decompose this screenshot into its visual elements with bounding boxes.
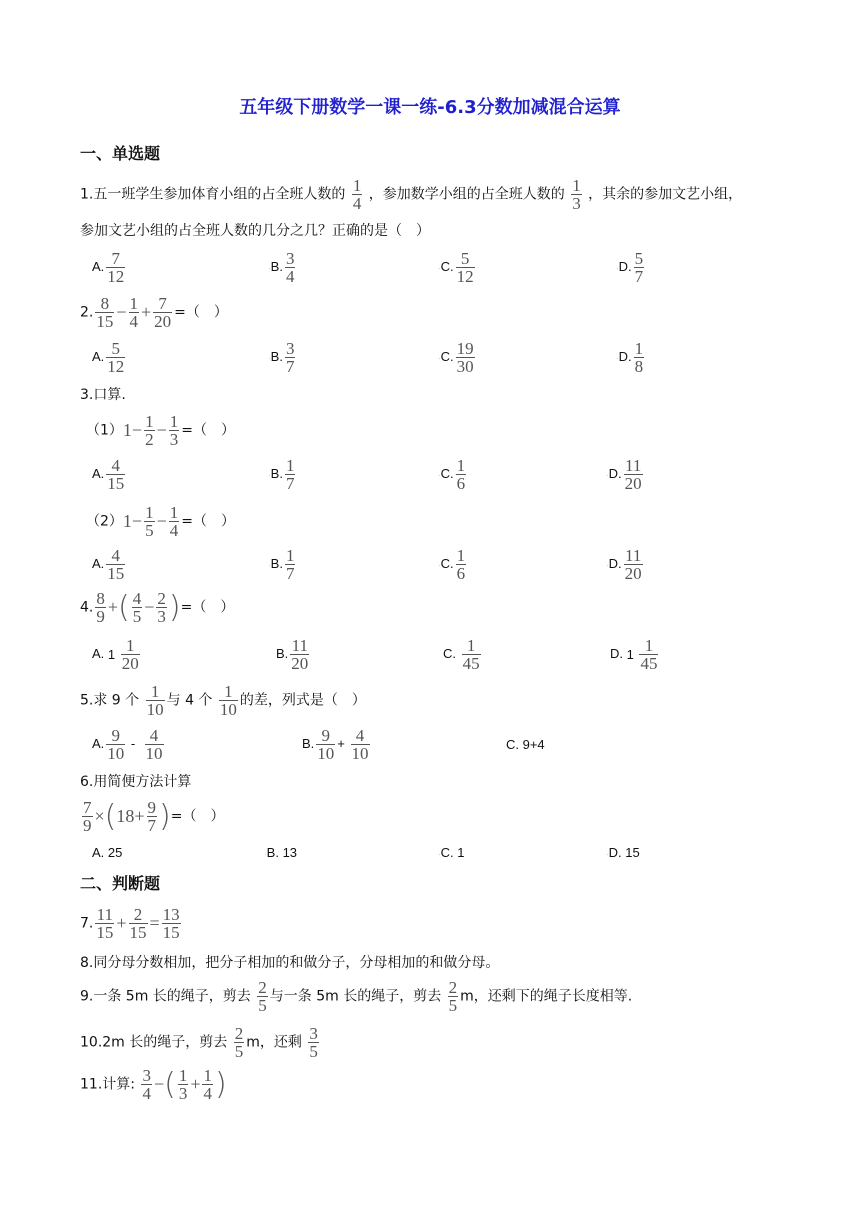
q4-option-d[interactable]: D. 1 $\frac{1}{45}$ (610, 636, 658, 673)
q1-option-a[interactable]: A. $\frac{7}{12}$ (92, 249, 125, 286)
q3-2-option-c[interactable]: ·C. $\frac{1}{6}$ (438, 546, 466, 583)
question-8: 8.同分母分数相加，把分子相加的和做分子，分母相加的和做分母。 (80, 955, 500, 971)
question-3-part-2: （2）1− $\frac{1}{5}$ − $\frac{1}{4}$ =（ ） (86, 503, 235, 540)
fraction: $\frac{1}{4}$ (352, 176, 362, 213)
question-6: 6.用简便方法计算 (80, 774, 192, 790)
q5-option-b[interactable]: B. $\frac{9}{10}$ + $\frac{4}{10}$ (302, 726, 369, 763)
q4-option-a[interactable]: A. 1 $\frac{1}{20}$ (92, 636, 139, 673)
q2-option-c[interactable]: ·C. $\frac{19}{30}$ (438, 339, 474, 376)
q2-option-b[interactable]: ·B. $\frac{3}{7}$ (268, 339, 295, 376)
page-title: 五年级下册数学一课一练-6.3分数加减混合运算 (239, 97, 621, 118)
q3-1-option-d[interactable]: ·D. $\frac{11}{20}$ (606, 456, 642, 493)
question-11: 11.计算: $\frac{3}{4}$ −( $\frac{1}{3}$ + $\frac{1}{4}$ ) (80, 1066, 227, 1103)
question-10: 10.2m 长的绳子，剪去 $\frac{2}{5}$ m，还剩 $\frac{3}{5}$ (80, 1024, 318, 1061)
q3-1-option-a[interactable]: A. $\frac{4}{15}$ (92, 456, 125, 493)
q6-option-d[interactable]: ·D. 15 (606, 845, 640, 860)
q5-option-c[interactable]: C. 9+4 (506, 737, 545, 752)
q3-1-option-c[interactable]: ·C. $\frac{1}{6}$ (438, 456, 466, 493)
question-1-line2: 参加文艺小组的占全班人数的几分之几？正确的是（ ） (80, 223, 430, 239)
q3-1-option-b[interactable]: ·B. $\frac{1}{7}$ (268, 456, 295, 493)
fraction: $\frac{1}{3}$ (572, 176, 581, 213)
question-3: 3.口算. (80, 387, 126, 403)
q3-2-option-a[interactable]: A. $\frac{4}{15}$ (92, 546, 125, 583)
q2-option-a[interactable]: A. $\frac{5}{12}$ (92, 339, 125, 376)
question-6-expression: $\frac{7}{9}$ ×(18+ $\frac{9}{7}$ )=（ ） (83, 798, 225, 835)
section-true-false: 二、判断题 (80, 874, 161, 893)
question-9: 9.一条 5m 长的绳子，剪去 $\frac{2}{5}$ 与一条 5m 长的绳子，剪去 $\frac{2}{5}$ m，还剩下的绳子长度相等. (80, 978, 633, 1015)
q4-option-b[interactable]: B. $\frac{11}{20}$ (276, 636, 309, 673)
q6-option-c[interactable]: ·C. 1 (438, 845, 465, 860)
q6-option-b[interactable]: ·B. 13 (264, 845, 298, 860)
q1-option-d[interactable]: ·D. $\frac{5}{7}$ (616, 249, 644, 286)
question-1: 1.五一班学生参加体育小组的占全班人数的 $\frac{1}{4}$ ，参加数学小组的占全班人数的 $\frac{1}{3}$ ，其余的参加文艺小组， (80, 176, 743, 213)
question-7: 7. $\frac{11}{15}$ + $\frac{2}{15}$ = $\frac{13}{15}$ (80, 905, 180, 942)
q1-option-c[interactable]: ·C. $\frac{5}{12}$ (438, 249, 474, 286)
question-5: 5.求 9 个 $\frac{1}{10}$ 与 4 个 $\frac{1}{10}$ 的差，列式是（ ） (80, 682, 366, 719)
q5-option-a[interactable]: A. $\frac{9}{10}$ - $\frac{4}{10}$ (92, 726, 163, 763)
q2-option-d[interactable]: ·D. $\frac{1}{8}$ (616, 339, 644, 376)
question-4: 4. $\frac{8}{9}$ +( $\frac{4}{5}$ − $\frac{2}{3}$ )=（ ） (80, 589, 235, 626)
question-3-part-1: （1）1− $\frac{1}{2}$ − $\frac{1}{3}$ =（ ） (86, 412, 235, 449)
q6-option-a[interactable]: A. 25 (92, 845, 123, 860)
q3-2-option-b[interactable]: ·B. $\frac{1}{7}$ (268, 546, 295, 583)
q4-option-c[interactable]: C. $\frac{1}{45}$ (443, 636, 480, 673)
question-2: 2. $\frac{8}{15}$ − $\frac{1}{4}$ + $\frac{7}{20}$ =（ ） (80, 294, 228, 331)
q3-2-option-d[interactable]: ·D. $\frac{11}{20}$ (606, 546, 642, 583)
q1-option-b[interactable]: ·B. $\frac{3}{4}$ (268, 249, 295, 286)
section-single-choice: 一、单选题 (80, 144, 161, 163)
